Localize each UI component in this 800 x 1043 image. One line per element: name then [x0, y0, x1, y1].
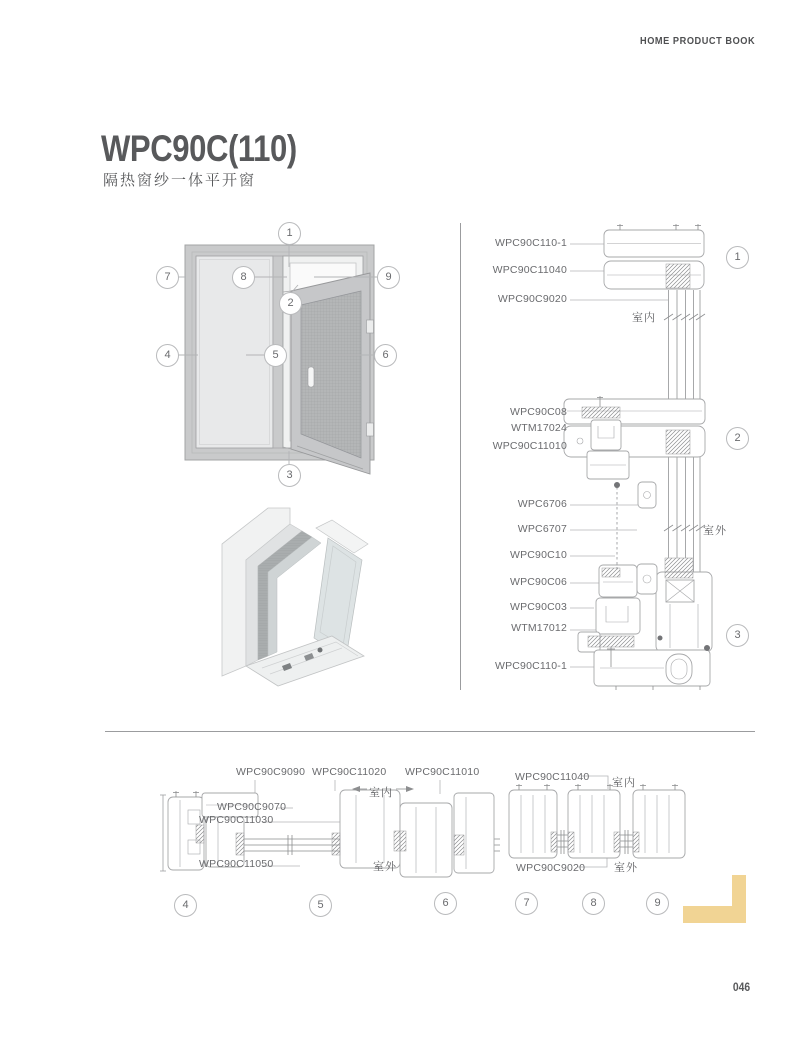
section-callout-3: 3: [726, 624, 749, 647]
section-callout-6: 6: [434, 892, 457, 915]
product-model: WPC90C(110): [101, 128, 297, 169]
part-label: WPC90C08: [509, 406, 567, 418]
hinge-top: [367, 320, 374, 333]
part-label: WPC90C11040: [515, 771, 590, 783]
book-title: HOME PRODUCT BOOK: [639, 36, 755, 47]
section-callout-8: 8: [582, 892, 605, 915]
indoor-label: 室内: [612, 777, 636, 789]
part-label: WPC90C11050: [199, 858, 274, 870]
part-label: WPC90C9020: [516, 862, 586, 874]
section-callout-9: 9: [646, 892, 669, 915]
callout-1: 1: [278, 222, 301, 245]
part-label: WPC90C03: [509, 601, 567, 613]
corner-accent-vertical: [732, 875, 746, 923]
callout-3: 3: [278, 464, 301, 487]
hinge-bottom: [367, 423, 374, 436]
part-label: WPC90C11010: [492, 440, 567, 452]
part-label: WPC6707: [517, 523, 567, 535]
vertical-section-drawing: [470, 220, 790, 690]
jamb-profiles: [509, 790, 685, 858]
part-label: WPC90C10: [509, 549, 567, 561]
part-label: WPC90C110-1: [494, 237, 567, 249]
indoor-label: 室内: [632, 312, 656, 324]
product-subtitle: 隔热窗纱一体平开窗: [103, 172, 257, 189]
sash-handle: [308, 367, 314, 387]
outdoor-label: 室外: [614, 862, 638, 874]
section-callout-5: 5: [309, 894, 332, 917]
callout-9: 9: [377, 266, 400, 289]
part-label: WPC90C110-1: [494, 660, 567, 672]
profile-3d-image: [212, 498, 372, 688]
page-number: 046: [732, 982, 750, 994]
outdoor-label: 室外: [703, 525, 727, 537]
callout-7: 7: [156, 266, 179, 289]
part-label: WTM17012: [511, 622, 567, 634]
screw-marks: [173, 791, 199, 797]
part-label: WPC6706: [517, 498, 567, 510]
wall-edge-line: [160, 795, 166, 871]
part-label: WTM17024: [511, 422, 567, 434]
screw-marks: [516, 784, 678, 790]
callout-8: 8: [232, 266, 255, 289]
part-label: WPC90C11010: [405, 766, 480, 778]
section-callout-4: 4: [174, 894, 197, 917]
outdoor-label: 室外: [373, 861, 397, 873]
section-callout-7: 7: [515, 892, 538, 915]
part-label: WPC90C11020: [312, 766, 387, 778]
indoor-label: 室内: [369, 787, 393, 799]
part-label: WPC90C9070: [217, 801, 287, 813]
section-callout-1: 1: [726, 246, 749, 269]
section-divider-vertical: [460, 223, 461, 690]
callout-4: 4: [156, 344, 179, 367]
section-divider-horizontal: [105, 731, 755, 732]
callout-2: 2: [279, 292, 302, 315]
callout-5: 5: [264, 344, 287, 367]
part-label: WPC90C06: [509, 576, 567, 588]
part-label: WPC90C11040: [492, 264, 567, 276]
callout-6: 6: [374, 344, 397, 367]
part-label: WPC90C9090: [236, 766, 306, 778]
part-label: WPC90C9020: [497, 293, 567, 305]
meeting-stile-profiles: [340, 790, 494, 877]
section-callout-2: 2: [726, 427, 749, 450]
part-label: WPC90C11030: [199, 814, 274, 826]
